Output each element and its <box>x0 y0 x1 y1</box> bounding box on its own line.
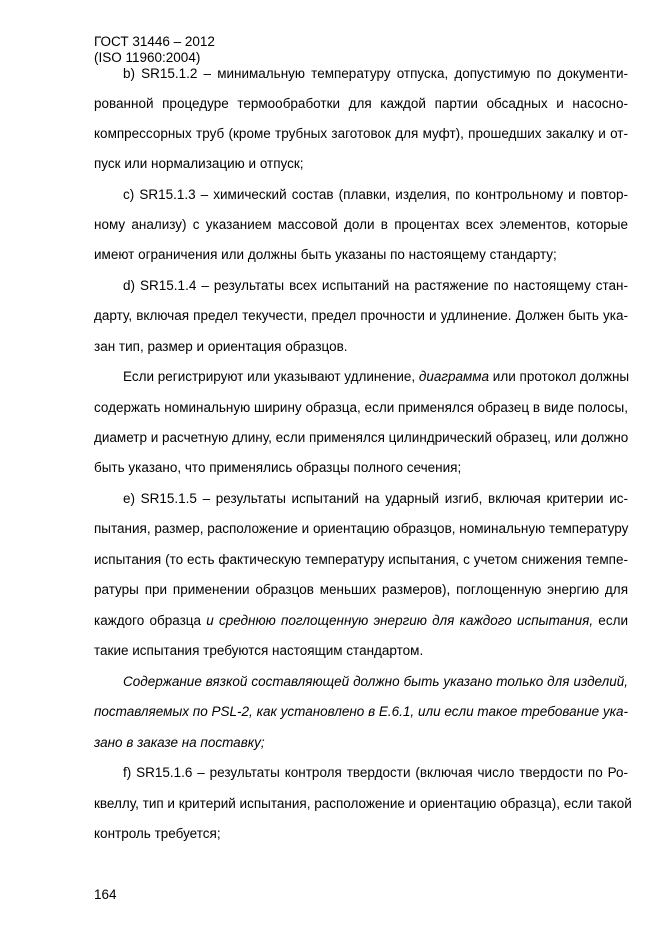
item-d-line-3: зан тип, размер и ориентация образцов. <box>94 339 348 354</box>
document-header <box>94 34 215 66</box>
item-e-line-4: ратуры при применении образцов меньших размеров), поглощенную энергию для <box>94 582 628 597</box>
standard-code: ГОСТ 31446 – 2012 <box>94 34 215 49</box>
elongation-text-c: или протокол должны <box>489 369 630 384</box>
item-e-text-italic: и среднюю поглощенную энергию для каждого испытания, <box>206 613 594 628</box>
note-line-2: поставляемых по PSL-2, как установлено в Е.6.1, или если такое требование ука- <box>94 704 628 719</box>
iso-reference: (ISO 11960:2004) <box>94 50 201 65</box>
item-f-line-3: контроль требуется; <box>94 826 221 841</box>
item-e-line-1: e) SR15.1.5 – результаты испытаний на ударный изгиб, включая критерии ис- <box>123 491 628 506</box>
elongation-line-3: диаметр и расчетную длину, если применялся цилиндрический образец, или должно <box>94 430 629 445</box>
elongation-line-1 <box>123 369 628 385</box>
item-b-line-2: рованной процедуре термообработки для каждой партии обсадных и насосно- <box>94 96 628 111</box>
item-f-line-2: квеллу, тип и критерий испытания, расположение и ориентацию образца), если такой <box>94 796 632 811</box>
item-b-line-4: пуск или нормализацию и отпуск; <box>94 156 304 171</box>
elongation-line-2: содержать номинальную ширину образца, если применялся образец в виде полосы, <box>94 400 628 415</box>
item-e-line-6: такие испытания требуются настоящим стандартом. <box>94 643 424 658</box>
elongation-line-4: быть указано, что применялись образцы полного сечения; <box>94 460 462 475</box>
page-number: 164 <box>94 887 117 902</box>
item-e-text-a: каждого образца <box>94 613 207 628</box>
item-d-line-1: d) SR15.1.4 – результаты всех испытаний на растяжение по настоящему стан- <box>123 278 628 293</box>
item-c-line-1: c) SR15.1.3 – химический состав (плавки, изделия, по контрольному и повтор- <box>123 187 628 202</box>
item-e-line-2: пытания, размер, расположение и ориентацию образцов, номинальную температуру <box>94 521 629 536</box>
note-line-3: зано в заказе на поставку; <box>94 735 265 750</box>
elongation-text-italic: диаграмма <box>418 369 490 384</box>
elongation-text-a: Если регистрируют или указывают удлинение, <box>123 369 419 384</box>
item-f-line-1: f) SR15.1.6 – результаты контроля твердости (включая число твердости по Ро- <box>123 765 628 780</box>
item-b-line-1: b) SR15.1.2 – минимальную температуру отпуска, допустимую по документи- <box>123 66 628 81</box>
item-d-line-2: дарту, включая предел текучести, предел прочности и удлинение. Должен быть ука- <box>94 308 628 323</box>
item-e-line-3: испытания (то есть фактическую температуру испытания, с учетом снижения темпе- <box>94 552 628 567</box>
item-c-line-3: имеют ограничения или должны быть указаны по настоящему стандарту; <box>94 247 557 262</box>
note-line-1: Содержание вязкой составляющей должно быть указано только для изделий, <box>123 674 628 689</box>
item-e-line-5 <box>94 613 628 629</box>
item-b-line-3: компрессорных труб (кроме трубных заготовок для муфт), прошедших закалку и от- <box>94 126 628 141</box>
item-e-text-c: если <box>593 613 628 628</box>
item-c-line-2: ному анализу) с указанием массовой доли в процентах всех элементов, которые <box>94 217 628 232</box>
